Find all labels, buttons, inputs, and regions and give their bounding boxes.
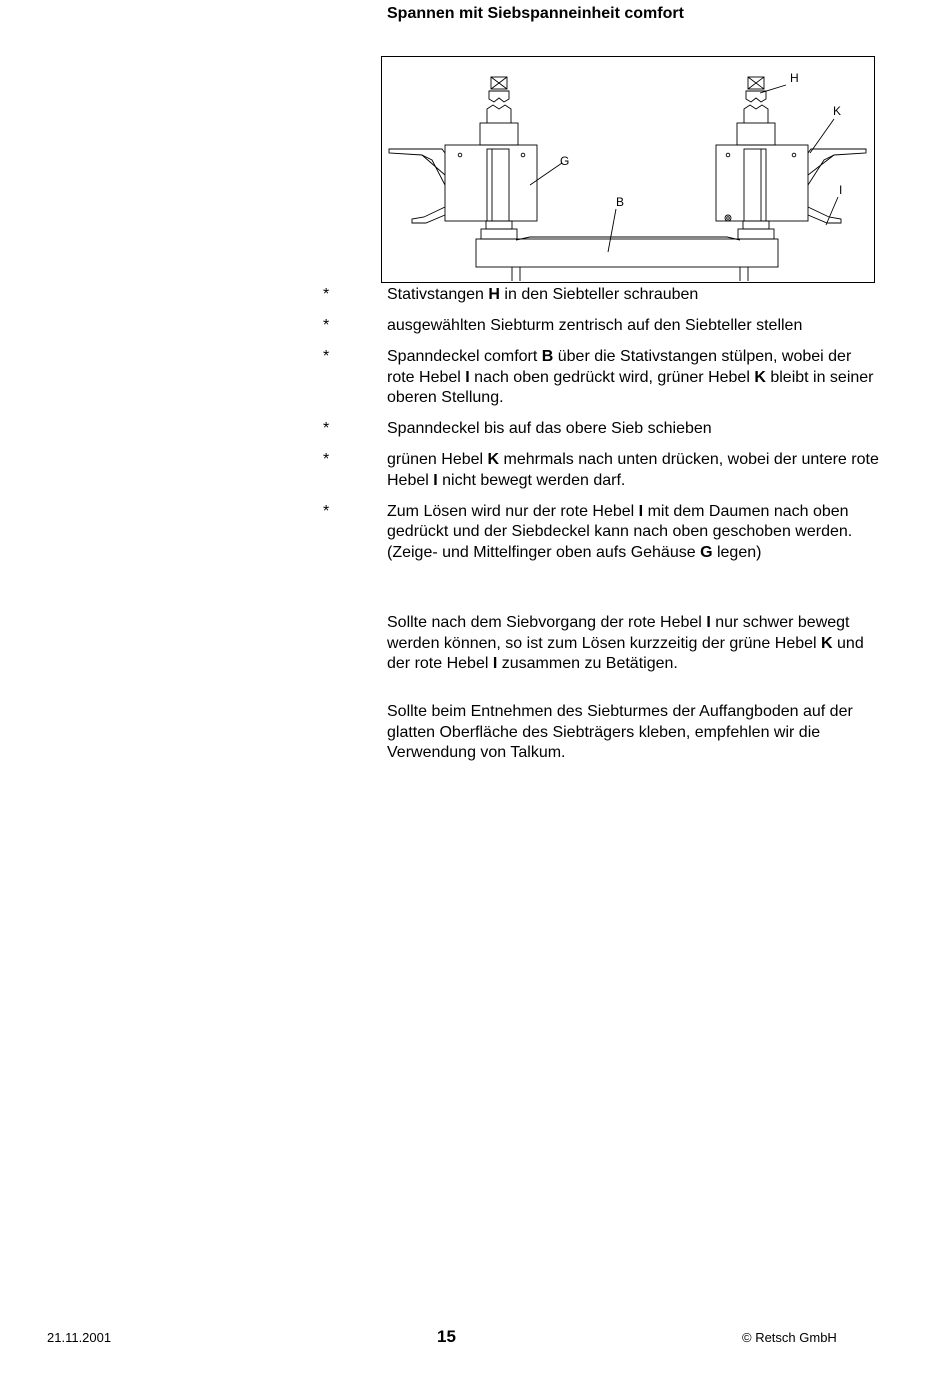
reference-letter: I [638, 502, 644, 520]
assembly-diagram [381, 56, 875, 283]
reference-letter: K [821, 634, 833, 652]
footer-date: 21.11.2001 [47, 1330, 112, 1345]
page-title: Spannen mit Siebspanneinheit comfort [387, 5, 684, 22]
reference-letter: K [754, 368, 766, 386]
note-talcum: Sollte beim Entnehmen des Siebturmes der Auffangboden auf der glatten Oberfläche des Siebträgers kleben, empfehlen wir die Verwendung von Talkum. [387, 703, 853, 761]
reference-letter: I [492, 655, 498, 672]
instruction-step [0, 450, 950, 491]
instruction-step [0, 419, 950, 440]
step-text: Zum Lösen wird nur der rote Hebel I mit dem Daumen nach oben gedrückt und der Siebdeckel kann nach oben geschoben werden. (Zeige- und Mittelfinger oben aufs Gehäuse G legen) [387, 502, 853, 561]
label-B: B [616, 195, 625, 209]
instruction-step [0, 316, 950, 337]
step-text: ausgewählten Siebturm zentrisch auf den Siebteller stellen [387, 317, 803, 334]
instruction-step [0, 285, 950, 306]
bullet-marker: * [323, 286, 330, 303]
label-K: K [833, 104, 842, 118]
label-I: I [839, 183, 843, 197]
step-text: Spanndeckel bis auf das obere Sieb schieben [387, 420, 712, 437]
reference-letter: I [465, 368, 470, 386]
bullet-marker: * [323, 317, 330, 334]
label-H: H [790, 71, 799, 85]
bullet-marker: * [323, 420, 330, 437]
instruction-steps [0, 285, 950, 574]
bullet-marker: * [323, 502, 330, 520]
reference-letter: H [488, 286, 500, 303]
reference-letter: K [487, 451, 500, 468]
instruction-step [0, 502, 950, 564]
note-lever-release: Sollte nach dem Siebvorgang der rote Hebel I nur schwer bewegt werden können, so ist zum Lösen kurzzeitig der grüne Hebel K und der rote Hebel I zusammen zu Betätigen. [387, 614, 864, 672]
page-number: 15 [437, 1327, 456, 1346]
bullet-marker: * [323, 348, 330, 365]
reference-letter: I [433, 471, 438, 489]
reference-letter: I [706, 614, 711, 631]
bullet-marker: * [323, 451, 330, 468]
reference-letter: G [700, 543, 713, 561]
step-text: Spanndeckel comfort B über die Stativstangen stülpen, wobei der rote Hebel I nach oben gedrückt wird, grüner Hebel K bleibt in seiner oberen Stellung. [387, 348, 874, 406]
footer-copyright: © Retsch GmbH [742, 1330, 837, 1345]
assembly-drawing [382, 57, 873, 281]
label-G: G [560, 154, 570, 168]
reference-letter: B [541, 348, 554, 365]
step-text: grünen Hebel K mehrmals nach unten drücken, wobei der untere rote Hebel I nicht bewegt werden darf. [387, 451, 879, 489]
step-text: Stativstangen H in den Siebteller schrauben [387, 286, 699, 303]
instruction-step [0, 347, 950, 409]
